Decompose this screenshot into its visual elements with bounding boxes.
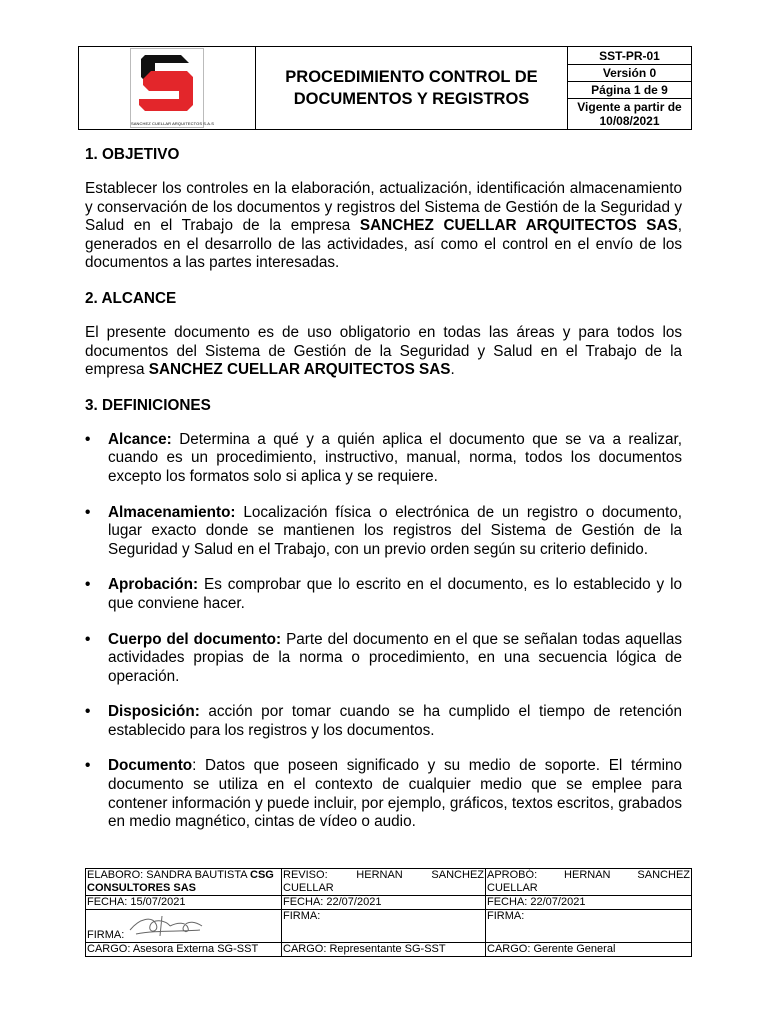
definition-item xyxy=(85,703,682,740)
document-body xyxy=(85,145,682,849)
alcance-text: El presente documento es de uso obligatorio en todas las áreas y para todos los documentos del Sistema de Gestión de la Seguridad y Salud en el Trabajo de la empresa xyxy=(85,323,682,379)
document-meta xyxy=(568,47,692,130)
firma-label: FIRMA: xyxy=(283,910,321,922)
firma-label: FIRMA: xyxy=(487,910,525,922)
bullet-icon: • xyxy=(85,430,91,448)
definition-item xyxy=(85,631,682,687)
definitions-list xyxy=(85,431,682,832)
page-number: Página 1 de 9 xyxy=(568,81,691,98)
fecha-reviso: FECHA: 22/07/2021 xyxy=(282,896,486,910)
objetivo-paragraph xyxy=(85,180,682,273)
objetivo-text: Establecer los controles en la elaboración, actualización, identificación almacenamiento y conservación de los documentos y registros del Sistema de Gestión de la Seguridad y Salud en el Trabajo de la empresa xyxy=(85,180,682,235)
fecha-elaboro: FECHA: 15/07/2021 xyxy=(86,896,282,910)
elaboro-company: CSG CONSULTORES SAS xyxy=(87,869,274,894)
document-title xyxy=(256,47,568,130)
company-name: SANCHEZ CUELLAR ARQUITECTOS SAS xyxy=(148,361,451,379)
bullet-icon: • xyxy=(85,630,91,648)
firma-aprobo xyxy=(486,910,692,943)
company-logo xyxy=(130,48,215,128)
definition-item xyxy=(85,576,682,613)
approval-table xyxy=(85,868,692,957)
document-version: Versión 0 xyxy=(568,64,691,81)
title-line-1: PROCEDIMIENTO CONTROL DE xyxy=(285,68,538,86)
alcance-paragraph xyxy=(85,324,682,380)
bullet-icon: • xyxy=(85,503,91,521)
elaboro-name: ELABORO: SANDRA BAUTISTA xyxy=(87,869,251,881)
definition-item xyxy=(85,757,682,831)
definition-term: Documento xyxy=(108,757,193,775)
definition-text: : Datos que poseen significado y su medio de soporte. El término documento se utiliza en el contexto de cualquier medio que se emplee para contener información y puede incluir, por ejemplo, gráficos, textos escritos, grabados en medio magnético, cintas de vídeo o audio. xyxy=(108,757,682,831)
definition-item xyxy=(85,504,682,560)
bullet-icon: • xyxy=(85,703,91,721)
logo-cell xyxy=(79,47,256,130)
definition-term: Cuerpo del documento: xyxy=(108,630,282,648)
firma-label: FIRMA: xyxy=(87,929,125,941)
definition-term: Aprobación: xyxy=(108,576,199,594)
bullet-icon: • xyxy=(85,576,91,594)
definition-term: Almacenamiento: xyxy=(108,503,236,521)
cargo-elaboro: CARGO: Asesora Externa SG-SST xyxy=(86,943,282,957)
section-title-definiciones: 3. DEFINICIONES xyxy=(85,396,211,414)
alcance-text-end: . xyxy=(450,361,455,379)
logo-s-icon xyxy=(135,51,199,115)
valid-from xyxy=(568,98,691,129)
cargo-aprobo: CARGO: Gerente General xyxy=(486,943,692,957)
document-header xyxy=(78,46,692,130)
company-name: SANCHEZ CUELLAR ARQUITECTOS SAS xyxy=(359,217,678,235)
valid-from-date: 10/08/2021 xyxy=(599,113,660,128)
firma-reviso xyxy=(282,910,486,943)
elaboro-cell xyxy=(86,869,282,896)
definition-text: Parte del documento en el que se señalan todas aquellas actividades propias de la norma o procedimiento, en una secuencia lógica de operación. xyxy=(108,630,683,685)
logo-caption: SANCHEZ CUELLAR ARQUITECTOS S.A.S xyxy=(131,121,215,126)
definition-text: acción por tomar cuando se ha cumplido el tiempo de retención establecido para los registros y los documentos. xyxy=(108,703,682,739)
fecha-aprobo: FECHA: 22/07/2021 xyxy=(486,896,692,910)
definition-text: Es comprobar que lo escrito en el documento, es lo establecido y lo que conviene hacer. xyxy=(108,576,682,612)
document-code: SST-PR-01 xyxy=(568,48,691,65)
definition-term: Alcance: xyxy=(108,430,172,448)
section-title-objetivo: 1. OBJETIVO xyxy=(85,146,180,163)
objetivo-text-end: , generados en el desarrollo de las actividades, así como el control en el envío de los documentos a las partes interesadas. xyxy=(85,217,682,272)
aprobo-cell: APROBÓ: HERNAN SANCHEZ CUELLAR xyxy=(487,869,690,894)
definition-term: Disposición: xyxy=(108,703,200,721)
definition-text: Determina a qué y a quién aplica el documento que se va a realizar, cuando es un procedimiento, instructivo, manual, norma, todos los documentos excepto los formatos solo si aplica y se requiere. xyxy=(108,430,682,485)
definition-item xyxy=(85,431,682,487)
cargo-reviso: CARGO: Representante SG-SST xyxy=(282,943,486,957)
reviso-cell: REVISO: HERNAN SANCHEZ CUELLAR xyxy=(283,869,484,894)
bullet-icon: • xyxy=(85,757,91,775)
title-line-2: DOCUMENTOS Y REGISTROS xyxy=(293,90,530,108)
handwritten-signature-icon xyxy=(126,912,206,938)
valid-from-label: Vigente a partir de xyxy=(577,99,682,114)
definition-text: Localización física o electrónica de un registro o documento, lugar exacto donde se mantienen los registros del Sistema de Gestión de la Seguridad y Salud en el Trabajo, con un previo orden según su criterio definido. xyxy=(108,503,682,558)
firma-elaboro xyxy=(86,910,282,943)
section-title-alcance: 2. ALCANCE xyxy=(85,289,177,307)
